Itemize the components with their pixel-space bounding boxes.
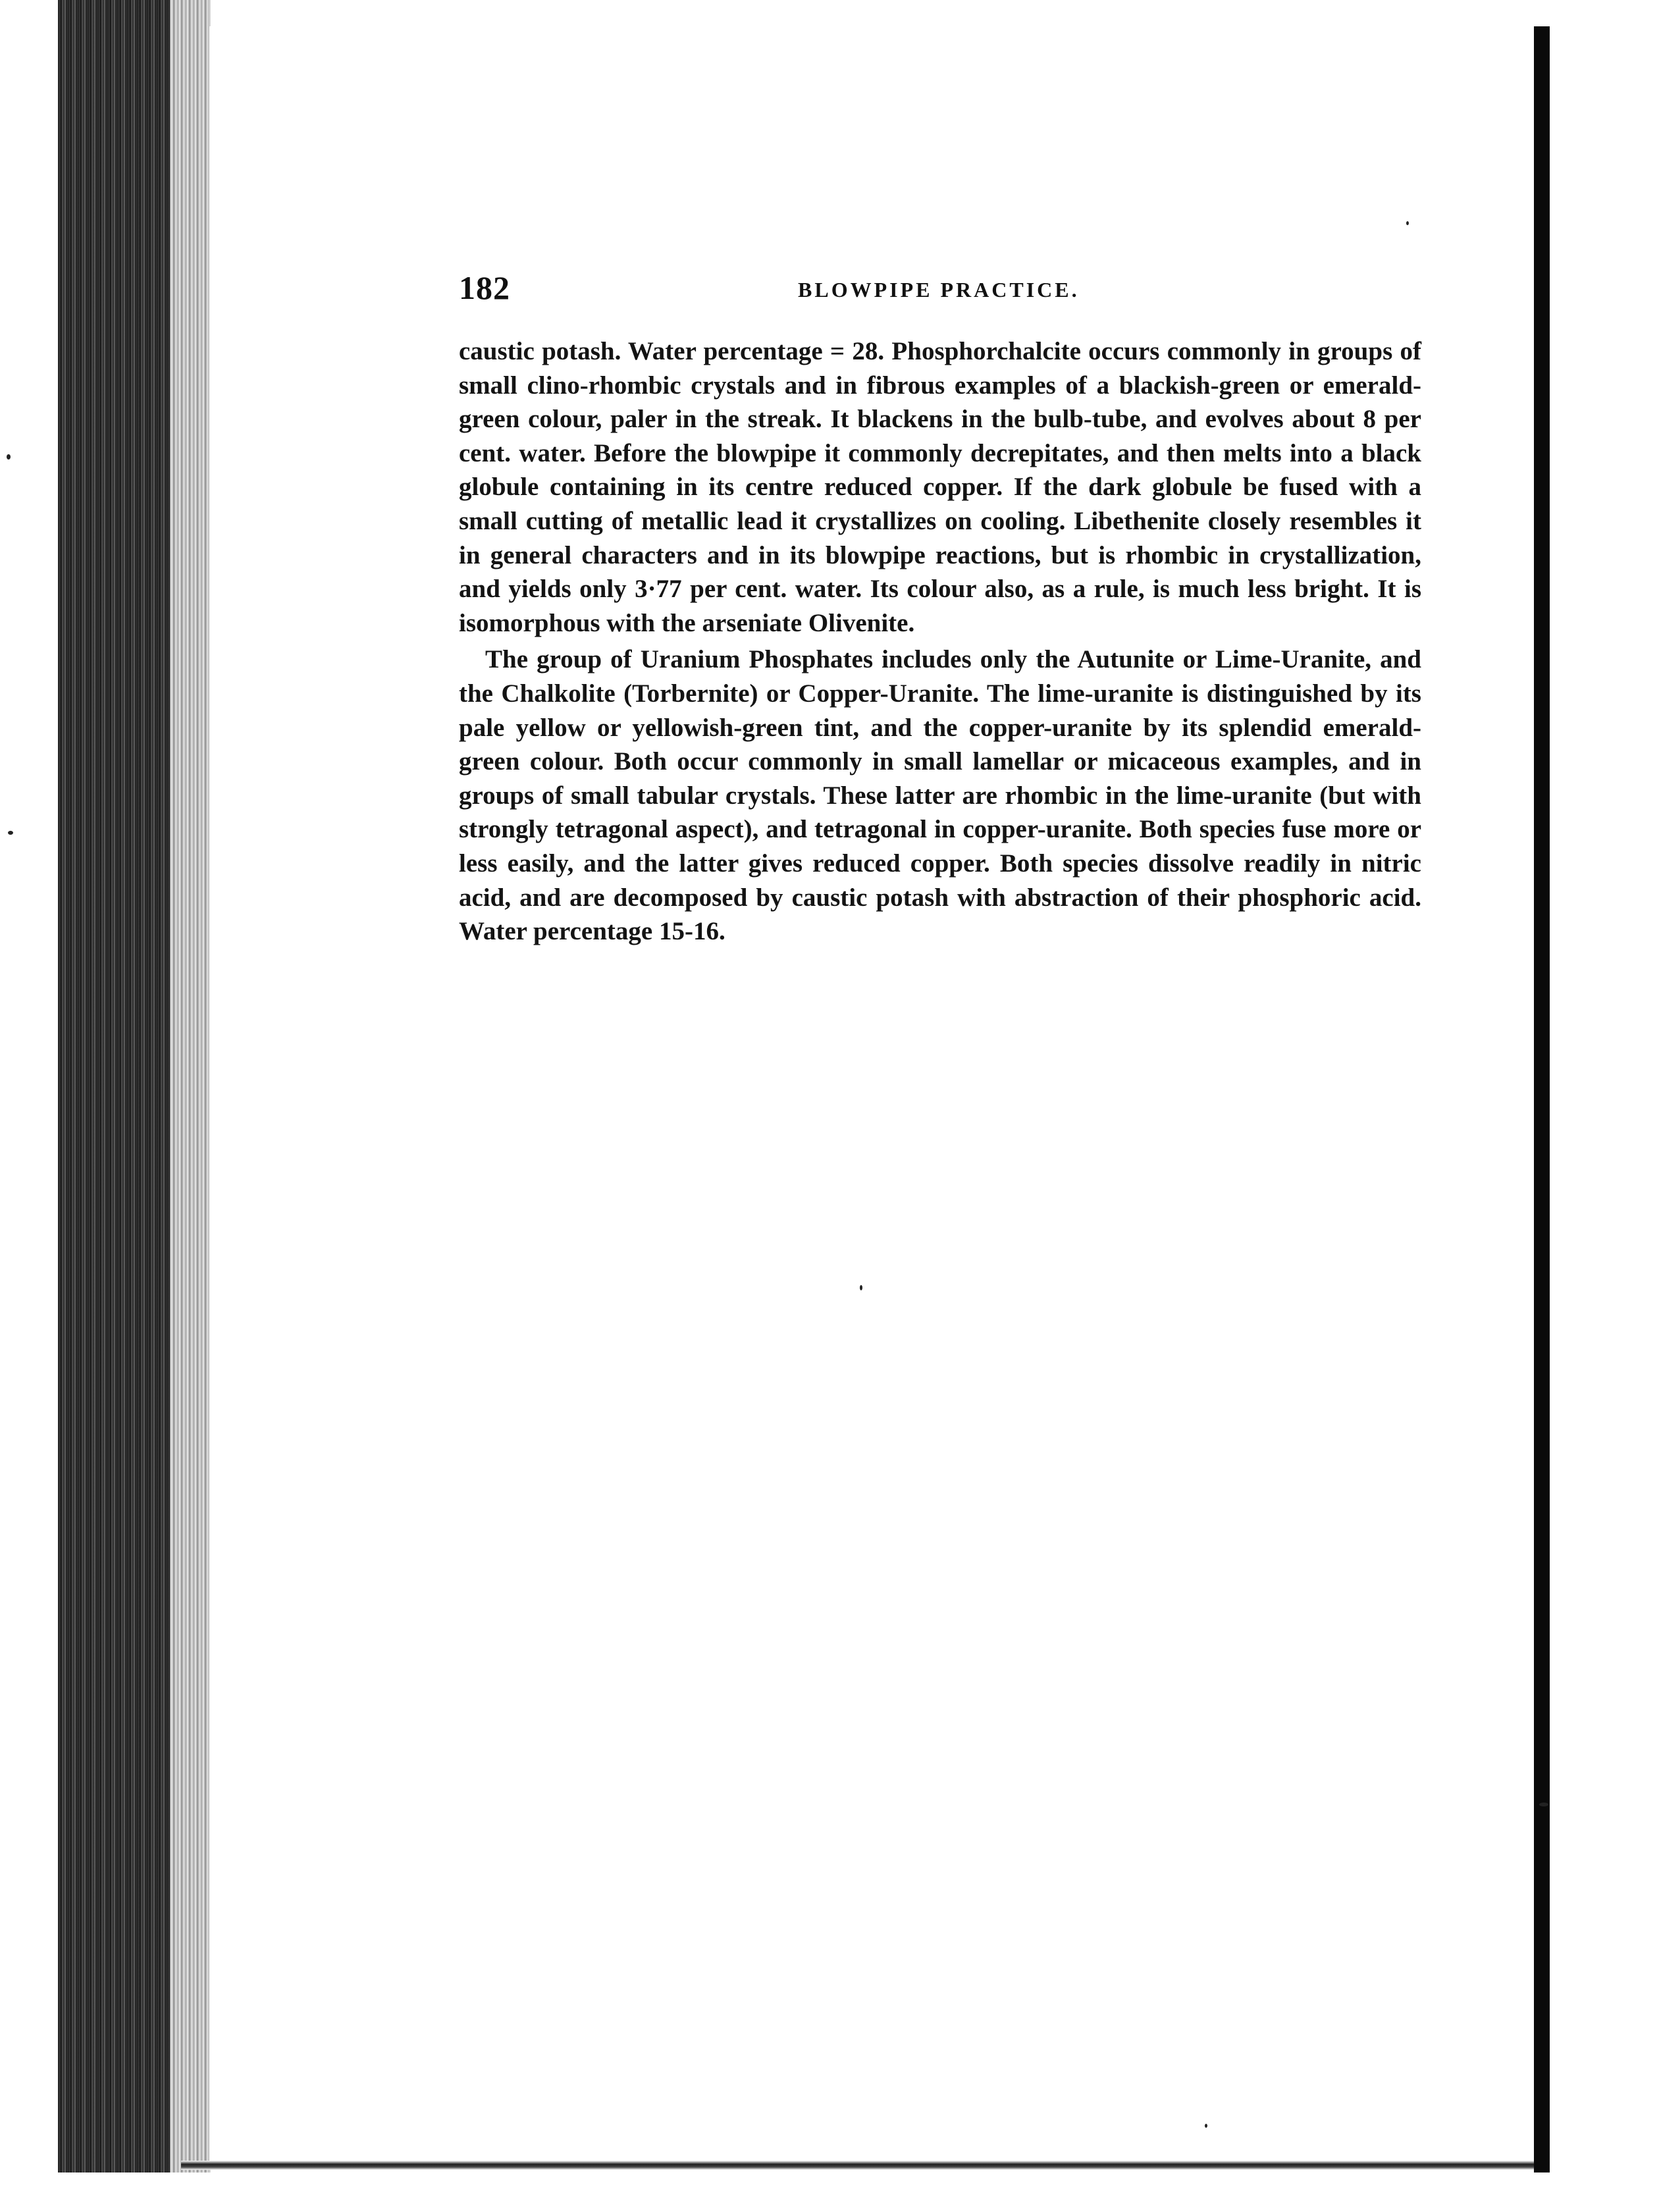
- paragraph-1: caustic potash. Water percentage = 28. Phosphorchalcite occurs commonly in groups of small clino-rhombic crystals and in fibrous examples of a blackish-green or emerald-green colour, paler in the streak. It blackens in the bulb-tube, and evolves about 8 per cent. water. Before the blowpipe it commonly decrepitates, and then melts into a black globule containing in its centre reduced copper. If the dark globule be fused with a small cutting of metallic lead it crystallizes on cooling. Libethenite closely resembles it in general characters and in its blowpipe reactions, but is rhombic in crystallization, and yields only 3·77 per cent. water. Its colour also, as a rule, is much less bright. It is isomorphous with the arseniate Olivenite.: [459, 337, 1421, 637]
- book-page-edges: [58, 0, 211, 2172]
- scan-speck: [1539, 1803, 1548, 1806]
- facing-page-shadow: [1534, 26, 1550, 2172]
- right-margin: [1550, 0, 1659, 2212]
- page-bottom-edge: [181, 2161, 1537, 2170]
- paragraph-2: The group of Uranium Phosphates includes only the Autunite or Lime-Uranite, and the Chalkolite (Torbernite) or Copper-Uranite. The lime-uranite is distinguished by its pale yellow or yellowish-green tint, and the copper-uranite by its splendid emerald-green colour. Both occur commonly in small lamellar or micaceous examples, and in groups of small tabular crystals. These latter are rhombic in the lime-uranite (but with strongly tetragonal aspect), and tetragonal in copper-uranite. Both species fuse more or less easily, and the latter gives reduced copper. Both species dissolve readily in nitric acid, and are decomposed by caustic potash with abstraction of their phosphoric acid. Water percentage 15-16.: [459, 645, 1421, 946]
- scan-speck: [860, 1285, 862, 1290]
- scan-speck: [1406, 221, 1409, 225]
- scan-speck: [7, 454, 11, 460]
- scan-speck: [8, 831, 13, 835]
- body-text: [459, 334, 1421, 949]
- scan-speck: [1205, 2124, 1207, 2128]
- page-number: 182: [459, 269, 510, 306]
- running-head: BLOWPIPE PRACTICE.: [798, 278, 1080, 302]
- page-header: [459, 269, 1417, 311]
